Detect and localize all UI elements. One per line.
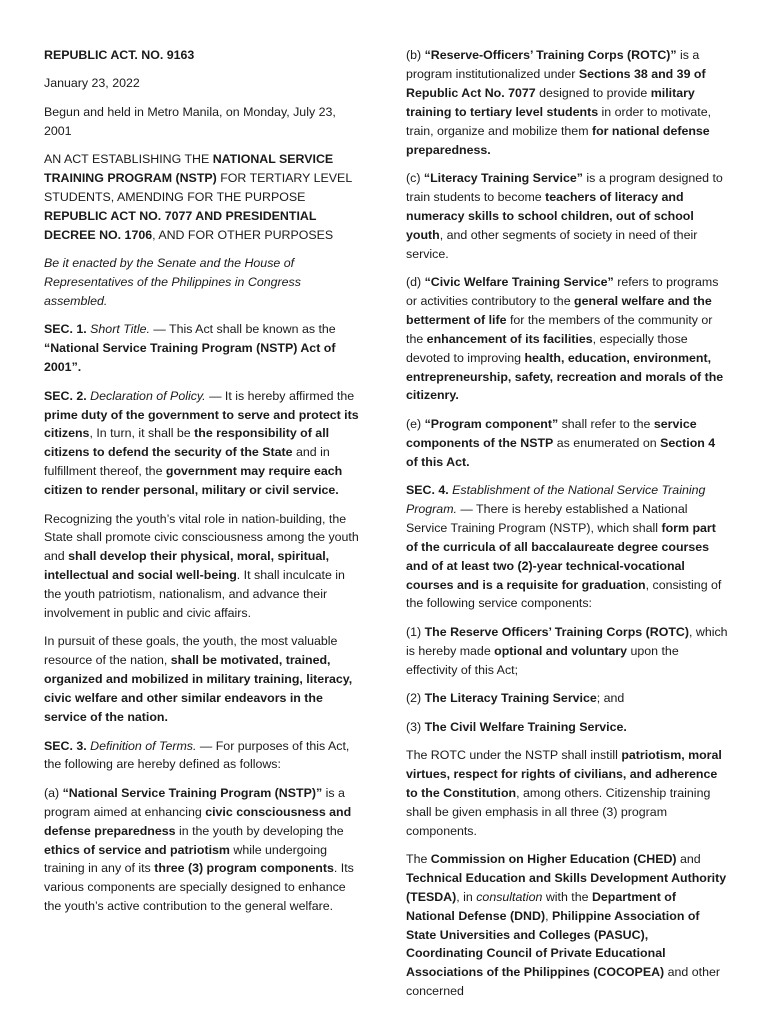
section-label: SEC. 1. [44,322,87,337]
definition-c: (c) “Literacy Training Service” is a program designed to train students to become teachers of literacy and numeracy skills to school children, out of school youth, and other segments of society in need of their service. [406,170,723,261]
right-column [406,46,728,1011]
definition-e: (e) “Program component” shall refer to the service components of the NSTP as enumerated on Section 4 of this Act. [406,416,716,469]
section-2-paragraph-3: In pursuit of these goals, the youth, the most valuable resource of the nation, shall be motivated, trained, organized and mobilized in military training, literacy, civic welfare and other similar endeavors in the service of the nation. [44,634,353,725]
act-number: REPUBLIC ACT. NO. 9163 [44,48,195,62]
act-date: January 23, 2022 [44,76,140,91]
section-1: SEC. 1. Short Title. — This Act shall be known as the “National Service Training Program (NSTP) Act of 2001”. [44,322,336,375]
section-label: SEC. 3. [44,738,87,753]
component-1: (1) The Reserve Officers’ Training Corps (ROTC), which is hereby made optional and voluntary upon the effectivity of this Act; [406,624,728,677]
section-3: SEC. 3. Definition of Terms. — For purposes of this Act, the following are hereby defined as follows: [44,738,350,772]
ched-paragraph: The Commission on Higher Education (CHED) and Technical Education and Skills Development Authority (TESDA), in consultation with the Department of National Defense (DND), Philippine Association of State Universities and Colleges (PASUC), Coordinating Council of Private Educational Associations of the Philippines (COCOPEA) and other concerned [406,851,727,999]
session-statement: Begun and held in Metro Manila, on Monday, July 23, 2001 [44,104,336,138]
section-heading: Declaration of Policy. [90,388,206,403]
section-2: SEC. 2. Declaration of Policy. — It is hereby affirmed the prime duty of the government to serve and protect its citizens, In turn, it shall be the responsibility of all citizens to defend the security of the State and in fulfillment thereof, the government may require each citizen to render personal, military or civil service. [44,388,359,498]
section-heading: Establishment of the National Service Training Program. [406,483,706,516]
component-3: (3) The Civil Welfare Training Service. [406,719,627,734]
rotc-paragraph: The ROTC under the NSTP shall instill patriotism, moral virtues, respect for rights of civilians, and adherence to the Constitution, among others. Citizenship training shall be given emphasis in all three (3) program components. [406,747,722,838]
left-column [44,46,362,926]
enacting-clause: Be it enacted by the Senate and the House of Representatives of the Philippines in Congress assembled. [44,256,301,308]
section-label: SEC. 4. [406,483,449,498]
definition-d: (d) “Civic Welfare Training Service” refers to programs or activities contributory to the general welfare and the betterment of life for the members of the community or the enhancement of its facilities, especially those devoted to improving health, education, environment, entrepreneurship, safety, recreation and morals of the citizenry. [406,274,724,403]
section-2-paragraph-2: Recognizing the youth’s vital role in nation-building, the State shall promote civic consciousness among the youth and shall develop their physical, moral, spiritual, intellectual and social well-being. It shall inculcate in the youth patriotism, nationalism, and advance their involvement in public and civic affairs. [44,511,359,621]
definition-b: (b) “Reserve-Officers’ Training Corps (ROTC)” is a program institutionalized under Sections 38 and 39 of Republic Act No. 7077 designed to provide military training to tertiary level students in order to motivate, train, organize and mobilize them for national defense preparedness. [406,48,712,157]
section-4: SEC. 4. Establishment of the National Service Training Program. — There is hereby established a National Service Training Program (NSTP), which shall form part of the curricula of all baccalaureate degree courses and of at least two (2)-year technical-vocational courses and is a requisite for graduation, consisting of the following service components: [406,483,722,611]
component-2: (2) The Literacy Training Service; and [406,691,625,706]
definition-a: (a) “National Service Training Program (NSTP)” is a program aimed at enhancing civic consciousness and defense preparedness in the youth by developing the ethics of service and patriotism while undergoing training in any of its three (3) program components. Its various components are specially designed to enhance the youth’s active contribution to the general welfare. [44,785,354,914]
act-title: AN ACT ESTABLISHING THE NATIONAL SERVICE TRAINING PROGRAM (NSTP) FOR TERTIARY LEVEL STUDENTS, AMENDING FOR THE PURPOSE REPUBLIC ACT NO. 7077 AND PRESIDENTIAL DECREE NO. 1706, AND FOR OTHER PURPOSES [44,152,352,242]
section-label: SEC. 2. [44,388,87,403]
section-heading: Definition of Terms. [90,738,197,753]
section-heading: Short Title. [90,322,150,337]
